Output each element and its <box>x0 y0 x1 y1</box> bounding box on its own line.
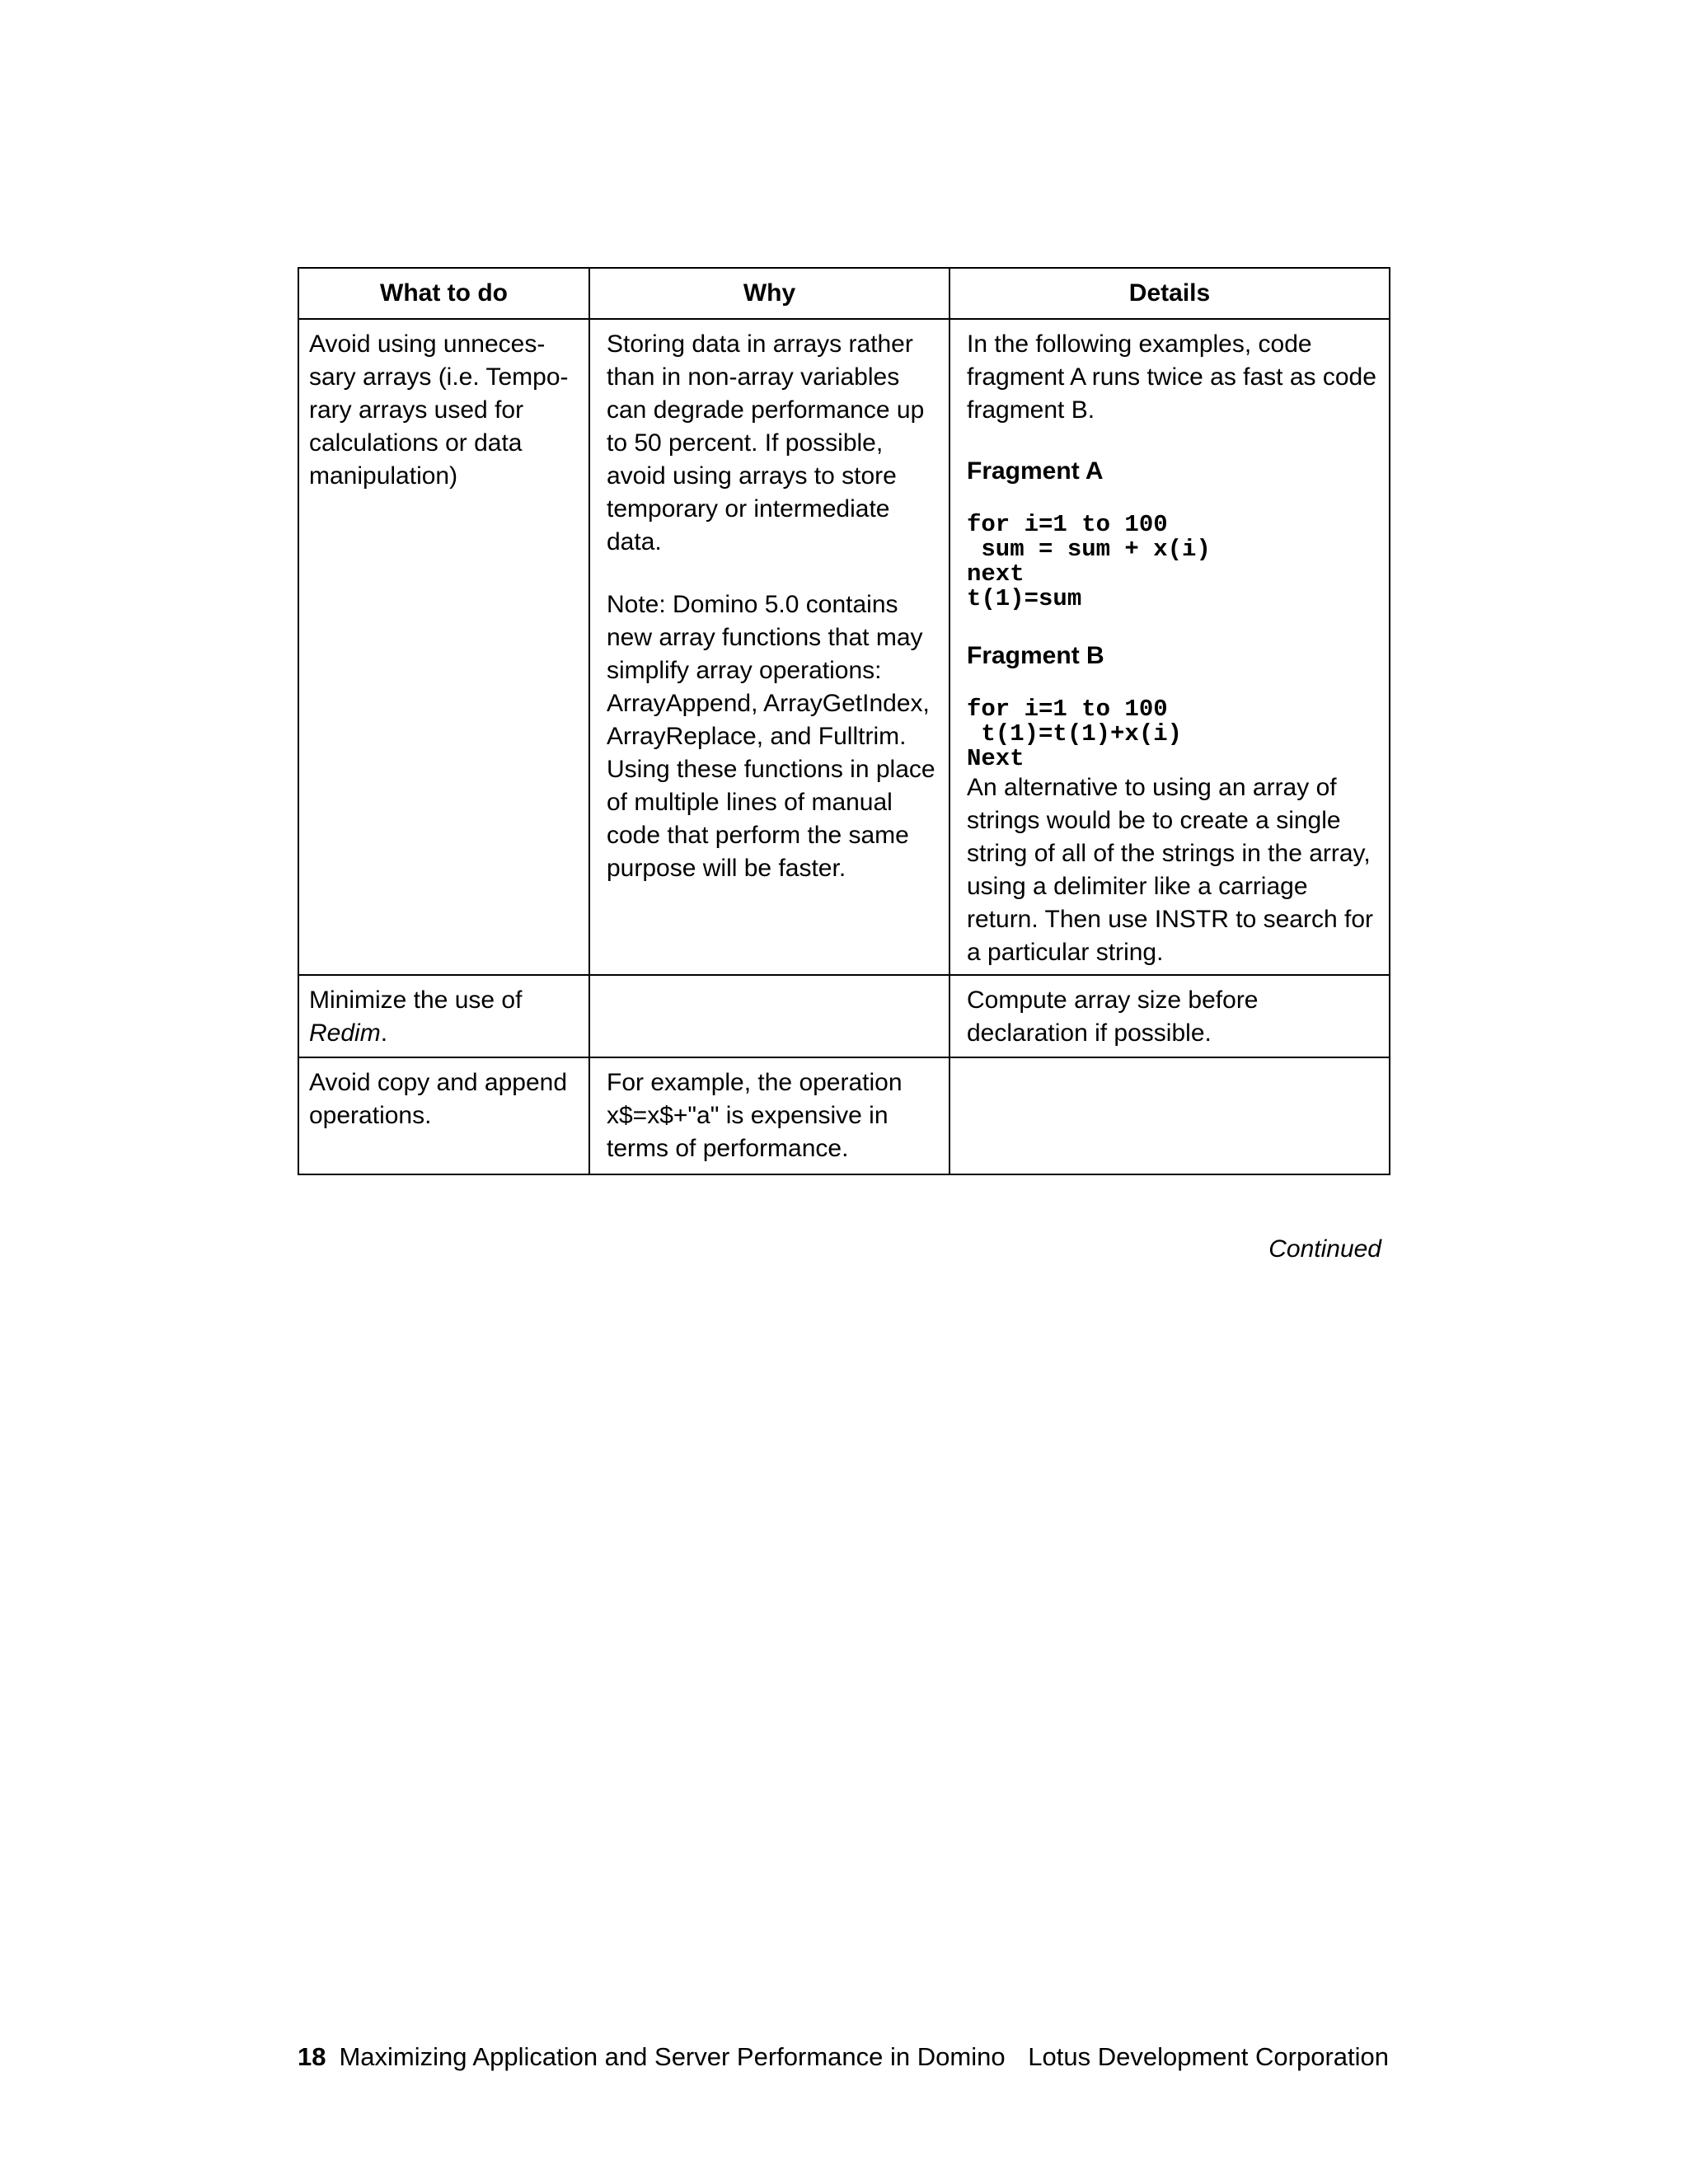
page-number: 18 <box>298 2042 326 2071</box>
row1-why-paragraph: Storing data in arrays rather than in non-array variables can degrade performance up to 50 percent. If possible, avoid using arrays to store temporary or intermediate data. <box>607 330 925 555</box>
row3-details-cell <box>950 1057 1390 1174</box>
table-header-row <box>298 268 1390 319</box>
table-row <box>298 975 1390 1057</box>
table-row <box>298 1057 1390 1174</box>
fragment-b-title: Fragment B <box>967 642 1104 669</box>
row3-what-cell: Avoid copy and append operations. <box>298 1057 589 1174</box>
fragment-a-code: for i=1 to 100 sum = sum + x(i) next t(1)=sum <box>967 511 1211 612</box>
fragment-a-title: Fragment A <box>967 457 1104 485</box>
continued-label: Continued <box>1268 1235 1381 1263</box>
row2-what-prefix: Minimize the use of <box>309 987 523 1014</box>
footer-left <box>298 2041 1006 2074</box>
row1-why-note: Note: Domino 5.0 contains new array functions that may simplify array operations: ArrayAppend, ArrayGetIndex, ArrayReplace, and Fulltrim. Using these functions in place of multiple lines of manual code that perform the same purpose will be faster. <box>607 591 935 882</box>
tips-table <box>298 267 1390 1175</box>
fragment-b-code: for i=1 to 100 t(1)=t(1)+x(i) Next <box>967 696 1183 772</box>
row2-what-italic: Redim <box>309 1019 381 1047</box>
row1-what-text: Avoid using unneces-sary arrays (i.e. Tempo-rary arrays used for calculations or data manipulation) <box>309 330 569 490</box>
row2-why-cell <box>589 975 950 1057</box>
row1-details-cell <box>950 319 1390 975</box>
row1-why-cell <box>589 319 950 975</box>
header-details: Details <box>950 268 1390 319</box>
row2-what-cell <box>298 975 589 1057</box>
header-why: Why <box>589 268 950 319</box>
row1-details-intro: In the following examples, code fragment A runs twice as fast as code fragment B. <box>967 330 1376 424</box>
table-row <box>298 319 1390 975</box>
publisher-name: Lotus Development Corporation <box>1028 2042 1389 2071</box>
row2-details-cell: Compute array size before declaration if possible. <box>950 975 1390 1057</box>
row1-details-outro: An alternative to using an array of strings would be to create a single string of all of the strings in the array, using a delimiter like a carriage return. Then use INSTR to search for a particular string. <box>967 774 1373 966</box>
row3-why-cell: For example, the operation x$=x$+"a" is expensive in terms of performance. <box>589 1057 950 1174</box>
page-footer <box>298 2041 1389 2074</box>
header-what-to-do: What to do <box>298 268 589 319</box>
row1-what-cell <box>298 319 589 975</box>
book-title: Maximizing Application and Server Performance in Domino <box>339 2042 1006 2071</box>
row2-what-suffix: . <box>380 1019 388 1047</box>
